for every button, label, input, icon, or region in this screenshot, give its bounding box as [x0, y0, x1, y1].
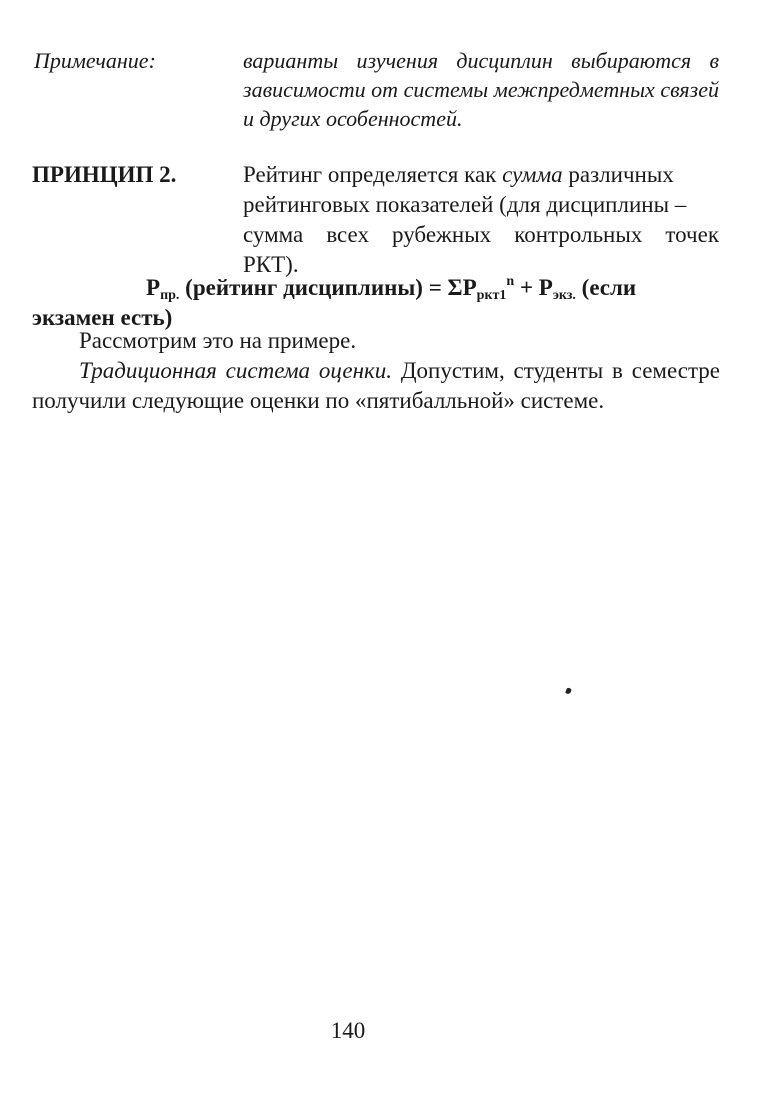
body-text [32, 326, 720, 416]
principle-line-2: рейтинговых показателей (для дисциплины – [243, 192, 687, 217]
principle-line-4: РКТ). [243, 252, 299, 277]
principle-line-1-end: различных [562, 162, 674, 187]
formula-line-1 [32, 273, 722, 303]
paragraph-2 [32, 356, 720, 416]
formula-p2-sup: n [506, 274, 515, 289]
formula-plus: + Р [514, 275, 553, 300]
formula-line-2: экзамен есть) [32, 305, 173, 330]
formula-middle: (рейтинг дисциплины) = ΣР [179, 275, 477, 300]
principle-line-1-start: Рейтинг определяется как [243, 162, 503, 187]
principle-label: ПРИНЦИП 2. [32, 162, 177, 187]
paragraph-2-emphasis: Традиционная система оценки. [79, 358, 393, 383]
principle-text [243, 160, 719, 280]
formula-p1-sub: пр. [160, 288, 180, 303]
paragraph-2-text: Допустим, студенты в семестре получили следующие оценки по «пятибалльной» системе. [32, 358, 721, 413]
paragraph-1: Рассмотрим это на примере. [79, 328, 357, 353]
note-text: варианты изучения дисциплин выбираются в зависимости от системы межпредметных связей и других особенностей. [243, 48, 719, 131]
note-label: Примечание: [34, 48, 156, 73]
page-number: 140 [330, 1018, 366, 1043]
principle-line-1 [243, 160, 719, 190]
principle-line-3: сумма всех рубежных контрольных точек [243, 222, 719, 247]
formula-p3-sub: экз. [552, 288, 576, 303]
formula-p2-sub: ркт1 [476, 288, 507, 303]
formula-end: (если [575, 275, 637, 300]
rating-formula [32, 273, 722, 333]
formula-p1: Р [146, 275, 161, 300]
ink-speck [565, 687, 572, 694]
principle-emphasis: сумма [502, 162, 563, 187]
